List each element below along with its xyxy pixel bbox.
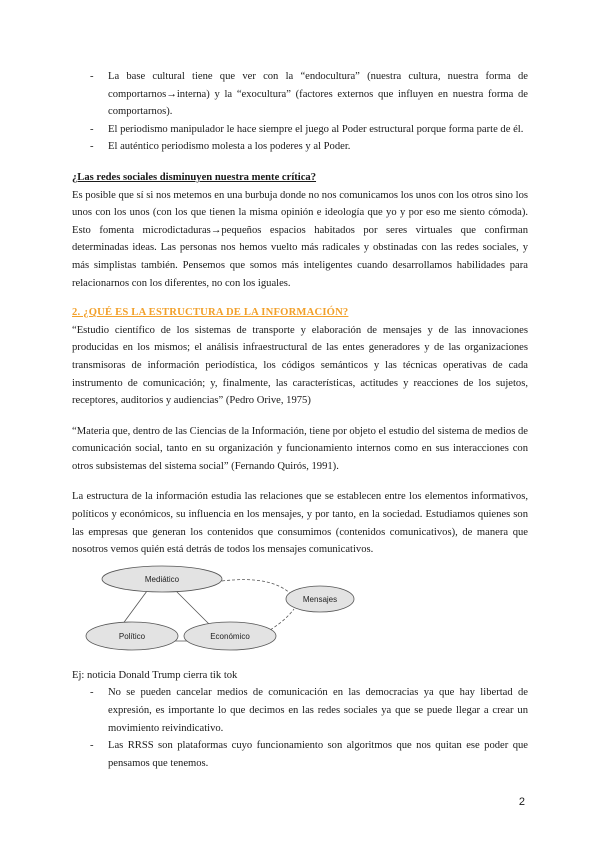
diagram-svg: [72, 565, 528, 665]
quote-quiros: “Materia que, dentro de las Ciencias de la Información, tiene por objeto el estudio del sistema de medios de comunicación social, tanto en su organización y funcionamiento internos como en sus interacciones con otros subsistemas del sistema social” (Fernando Quirós, 1991).: [72, 425, 528, 472]
section-heading: 2. ¿QUÉ ES LA ESTRUCTURA DE LA INFORMACIÓN?: [72, 307, 349, 319]
structure-paragraph: La estructura de la información estudia las relaciones que se establecen entre los elementos informativos, políticos y económicos, su influencia en los mensajes, y por tanto, en la sociedad. Estudiamos quienes son las empresas que generan los contenidos que consumimos (contenidos comunicativos), de manera que nosotros vemos quién está detrás de todos los mensajes comunicativos.: [72, 491, 528, 556]
top-bullet-list: [72, 68, 528, 156]
list-item: - Las RRSS son plataformas cuyo funcionamiento son algoritmos que nos quitan ese poder que pensamos que tenemos.: [90, 740, 528, 769]
example-line: Ej: noticia Donald Trump cierra tik tok: [72, 669, 238, 681]
mensajes-label: Mensajes: [302, 594, 338, 604]
list-item: - No se pueden cancelar medios de comunicación en las democracias ya que hay libertad de expresión, es importante lo que decimos en las redes sociales ya que se puede llegar a crear un movimiento reivindicativo.: [90, 687, 528, 734]
list-item: - El periodismo manipulador le hace siempre el juego al Poder estructural porque forma parte de él.: [90, 123, 524, 135]
quote-orive: “Estudio científico de los sistemas de transporte y elaboración de mensajes y de las innovaciones producidas en los mismos; el análisis infraestructural de las entes generadores y de las organizaciones transmisoras de información periodística, los códigos semánticos y las técnicas operativas de cada instrumento de comunicación; y, finalmente, las características, actitudes y reacciones de los sujetos, receptores, auditorios y audiencias” (Pedro Orive, 1975): [72, 324, 528, 407]
list-item: - La base cultural tiene que ver con la “endocultura” (nuestra cultura, nuestra forma de comportarnos→interna) y la “exocultura” (factores externos que influyen en nuestra forma de comportarnos).: [90, 71, 528, 118]
economico-label: Económico: [210, 631, 250, 641]
page-number: 2: [518, 796, 525, 808]
list-item: - El auténtico periodismo molesta a los poderes y al Poder.: [90, 141, 351, 153]
connector-line: [176, 591, 210, 625]
question-heading: ¿Las redes sociales disminuyen nuestra mente crítica?: [72, 171, 317, 183]
dashed-connector: [222, 579, 292, 594]
bottom-bullet-list: [72, 684, 528, 772]
politico-label: Político: [118, 631, 146, 641]
relations-diagram: [72, 565, 528, 665]
mediatico-label: Mediático: [144, 574, 180, 584]
page-content: [72, 68, 528, 772]
question-paragraph: Es posible que sí si nos metemos en una burbuja donde no nos comunicamos los unos con los otros sino los unos con los unos (con los que tienen la misma opinión e ideología que yo y por eso me siento cómoda). Esto fomenta microdictaduras→pequeños espacios habitados por seres virtuales que confirman determinadas ideas. Las personas nos hemos vuelto más radicales y obstinadas con las redes sociales, y más simplistas también. Pensemos que somos más inteligentes cuando desarrollamos habilidades para relacionarnos con los diferentes, no con los iguales.: [72, 189, 528, 289]
connector-line: [122, 591, 147, 625]
